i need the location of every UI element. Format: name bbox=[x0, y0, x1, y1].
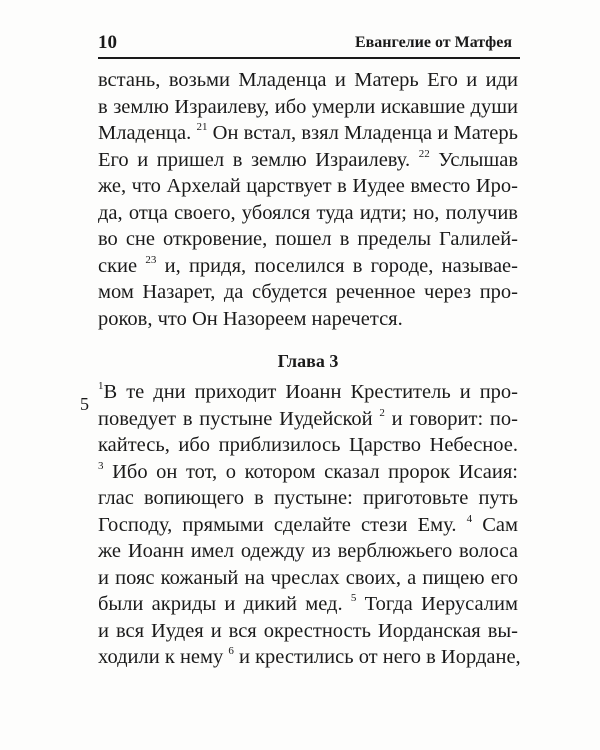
verse-text: мом Назарет, да сбудется реченное через про- bbox=[98, 281, 518, 303]
verse-text: встань, возьми Младенца и Матерь Его и иди bbox=[98, 69, 518, 91]
text-line bbox=[98, 67, 518, 94]
text-line bbox=[98, 538, 518, 565]
verse-number: 4 bbox=[466, 512, 473, 525]
margin-line-number: 5 bbox=[80, 394, 89, 414]
text-block-chapter-3 bbox=[98, 379, 521, 671]
verse-text: Ибо он тот, о котором сказал пророк Исаия: bbox=[103, 460, 518, 483]
text-line bbox=[98, 226, 518, 253]
verse-number: 1 bbox=[98, 380, 104, 393]
verse-number: 22 bbox=[418, 147, 430, 160]
text-line bbox=[98, 173, 518, 200]
text-line bbox=[98, 279, 518, 306]
text-line bbox=[98, 306, 518, 333]
verse-text: же, что Архелай царствует в Иудее вместо Иро- bbox=[98, 175, 518, 197]
verse-text: в землю Израилеву, ибо умерли искавшие души bbox=[98, 95, 518, 118]
page-header bbox=[98, 30, 518, 56]
text-line bbox=[98, 94, 518, 121]
text-line bbox=[98, 618, 518, 645]
verse-text: роков, что Он Назореем наречется. bbox=[98, 307, 403, 330]
chapter-heading: Глава 3 bbox=[277, 351, 339, 371]
verse-text: во сне откровение, пошел в пределы Галилей- bbox=[98, 228, 518, 250]
verse-number: 6 bbox=[228, 645, 234, 658]
verse-text: были акриды и дикий мед. bbox=[98, 593, 351, 615]
running-title: Евангелие от Матфея bbox=[354, 34, 512, 51]
text-line bbox=[98, 644, 521, 671]
verse-number: 21 bbox=[196, 121, 208, 134]
page-number: 10 bbox=[98, 32, 117, 53]
verse-text: и, придя, поселился в городе, называе- bbox=[156, 254, 518, 277]
text-line bbox=[98, 120, 518, 147]
text-line bbox=[98, 485, 518, 512]
verse-text: Сам bbox=[472, 513, 518, 536]
text-line bbox=[98, 591, 518, 618]
verse-text: Младенца. bbox=[98, 122, 197, 144]
verse-number: 23 bbox=[145, 253, 157, 266]
text-line bbox=[98, 512, 518, 539]
verse-text: и вся Иудея и вся окрестность Иорданская вы- bbox=[98, 619, 518, 642]
verse-text: же Иоанн имел одежду из верблюжьего волоса bbox=[98, 540, 518, 562]
verse-text: и говорит: по- bbox=[384, 407, 518, 430]
verse-text: Тогда Иерусалим bbox=[356, 593, 518, 615]
text-line bbox=[98, 253, 518, 280]
verse-text: Его и пришел в землю Израилеву. bbox=[98, 148, 419, 171]
verse-text: Услышав bbox=[429, 148, 519, 171]
verse-text: да, отца своего, убоялся туда идти; но, получив bbox=[98, 201, 518, 224]
text-line bbox=[98, 565, 518, 592]
verse-text: Он встал, взял Младенца и Матерь bbox=[207, 122, 518, 144]
text-line bbox=[98, 459, 518, 486]
verse-text: ходили к нему bbox=[98, 646, 229, 668]
verse-text: поведует в пустыне Иудейской bbox=[98, 407, 380, 430]
text-line bbox=[98, 379, 518, 406]
verse-number: 2 bbox=[379, 406, 385, 419]
text-line bbox=[98, 147, 518, 174]
text-block-chapter-2-end bbox=[98, 67, 518, 332]
text-line bbox=[98, 432, 518, 459]
verse-text: кайтесь, ибо приблизилось Царство Небесное. bbox=[98, 434, 518, 456]
verse-text: и пояс кожаный на чреслах своих, а пищею его bbox=[98, 566, 518, 589]
verse-text: и крестились от него в Иордане, bbox=[233, 646, 521, 668]
verse-text: ские bbox=[98, 254, 146, 277]
verse-number: 3 bbox=[98, 459, 104, 472]
text-line bbox=[98, 200, 518, 227]
text-line bbox=[98, 406, 518, 433]
verse-number: 5 bbox=[350, 592, 357, 605]
verse-text: глас вопиющего в пустыне: приготовьте путь bbox=[98, 487, 518, 509]
header-rule bbox=[98, 57, 520, 59]
verse-text: В те дни приходит Иоанн Креститель и про- bbox=[103, 381, 518, 403]
verse-text: Господу, прямыми сделайте стези Ему. bbox=[98, 513, 467, 536]
